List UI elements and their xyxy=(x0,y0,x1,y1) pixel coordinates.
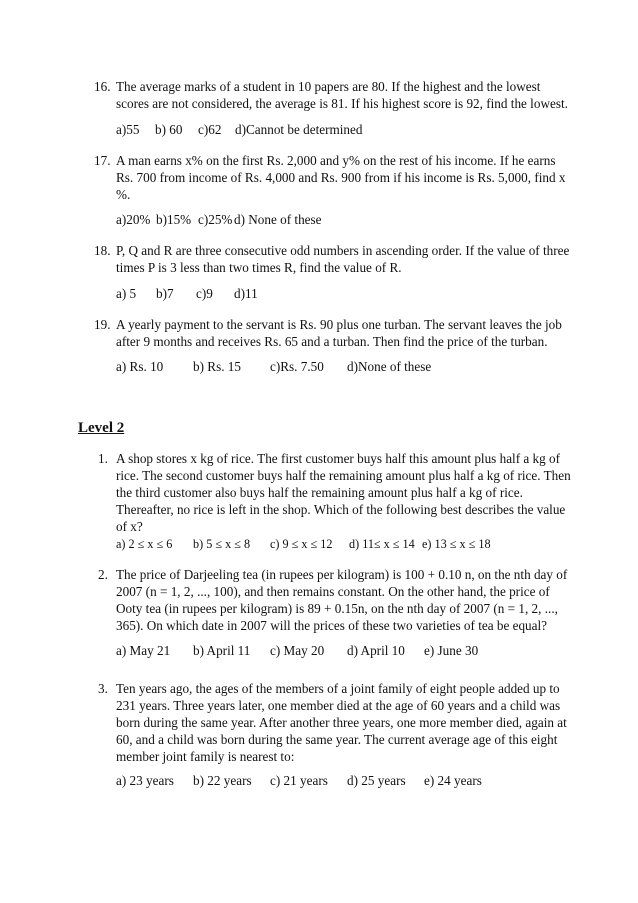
option-d: d)Cannot be determined xyxy=(235,122,363,137)
option-e: e) 24 years xyxy=(424,773,482,788)
question-text: The price of Darjeeling tea (in rupees per kilogram) is 100 + 0.10 n, on the nth day of 2007 (n = 1, 2, ..., 100), and then remains constant. On the other hand, the price of Ooty tea (in rupees per kilogram) is 89 + 0.15n, on the nth day of 2007 (n = 1, 2, ..., 365). On which date in 2007 will the prices of these two varieties of tea be equal? xyxy=(116,567,568,633)
option-a: a) 5 xyxy=(116,286,137,301)
level2-question-1 xyxy=(94,450,574,535)
option-d: d) 25 years xyxy=(347,773,406,788)
option-d: d) None of these xyxy=(234,212,322,227)
question-number: 3. xyxy=(98,681,108,696)
option-a: a)20% xyxy=(116,212,151,227)
option-a: a) May 21 xyxy=(116,643,171,658)
option-a: a) Rs. 10 xyxy=(116,359,164,374)
option-b: b)7 xyxy=(156,286,174,301)
option-c: c)62 xyxy=(198,122,222,137)
option-c: c) 9 ≤ x ≤ 12 xyxy=(270,537,333,551)
question-text: Ten years ago, the ages of the members of a joint family of eight people added up to 231 years. Three years later, one member died at the age of 60 years and a child was born during the same year. After another three years, one more member died, again at 60, and a child was born during the same year. The current average age of this eight member joint family is nearest to: xyxy=(116,681,567,764)
option-b: b) 22 years xyxy=(193,773,252,788)
option-c: c) 21 years xyxy=(270,773,328,788)
question-text: The average marks of a student in 10 papers are 80. If the highest and the lowest scores are not considered, the average is 81. If his highest score is 92, find the lowest. xyxy=(116,79,568,111)
option-e: e) 13 ≤ x ≤ 18 xyxy=(422,537,491,551)
question-text: A man earns x% on the first Rs. 2,000 and y% on the rest of his income. If he earns Rs. 700 from income of Rs. 4,000 and Rs. 900 from if his income is Rs. 5,000, find x %. xyxy=(116,153,566,202)
option-b: b)15% xyxy=(156,212,192,227)
option-b: b) April 11 xyxy=(193,643,251,658)
question-number: 1. xyxy=(98,451,108,466)
question-number: 2. xyxy=(98,567,108,582)
question-19 xyxy=(94,316,574,350)
question-17 xyxy=(94,152,574,203)
question-number: 17. xyxy=(94,153,111,168)
option-b: b) Rs. 15 xyxy=(193,359,241,374)
level2-question-2 xyxy=(94,566,574,634)
question-18 xyxy=(94,242,574,276)
option-a: a) 2 ≤ x ≤ 6 xyxy=(116,537,173,551)
option-d: d)11 xyxy=(234,286,258,301)
question-text: A yearly payment to the servant is Rs. 90 plus one turban. The servant leaves the job after 9 months and receives Rs. 65 and a turban. Then find the price of the turban. xyxy=(116,317,562,349)
option-e: e) June 30 xyxy=(424,643,479,658)
question-text: A shop stores x kg of rice. The first customer buys half this amount plus half a kg of rice. The second customer buys half the remaining amount plus half a kg of rice. Then the third customer also buys half the remaining amount plus half a kg of rice. Thereafter, no rice is left in the shop. Which of the following best describes the value of x? xyxy=(116,451,571,534)
question-text: P, Q and R are three consecutive odd numbers in ascending order. If the value of three times P is 3 less than two times R, find the value of R. xyxy=(116,243,570,275)
option-d: d)None of these xyxy=(347,359,432,374)
section-heading: Level 2 xyxy=(78,420,125,436)
option-b: b) 60 xyxy=(155,122,183,137)
option-d: d) April 10 xyxy=(347,643,405,658)
option-c: c)9 xyxy=(196,286,213,301)
option-b: b) 5 ≤ x ≤ 8 xyxy=(193,537,251,551)
option-c: c) May 20 xyxy=(270,643,325,658)
option-c: c)Rs. 7.50 xyxy=(270,359,324,374)
option-a: a)55 xyxy=(116,122,140,137)
question-number: 18. xyxy=(94,243,111,258)
option-c: c)25% xyxy=(198,212,233,227)
question-number: 19. xyxy=(94,317,111,332)
option-d: d) 11≤ x ≤ 14 xyxy=(349,537,415,551)
level2-question-3 xyxy=(94,680,574,765)
question-number: 16. xyxy=(94,79,111,94)
option-a: a) 23 years xyxy=(116,773,174,788)
question-16 xyxy=(94,78,574,112)
